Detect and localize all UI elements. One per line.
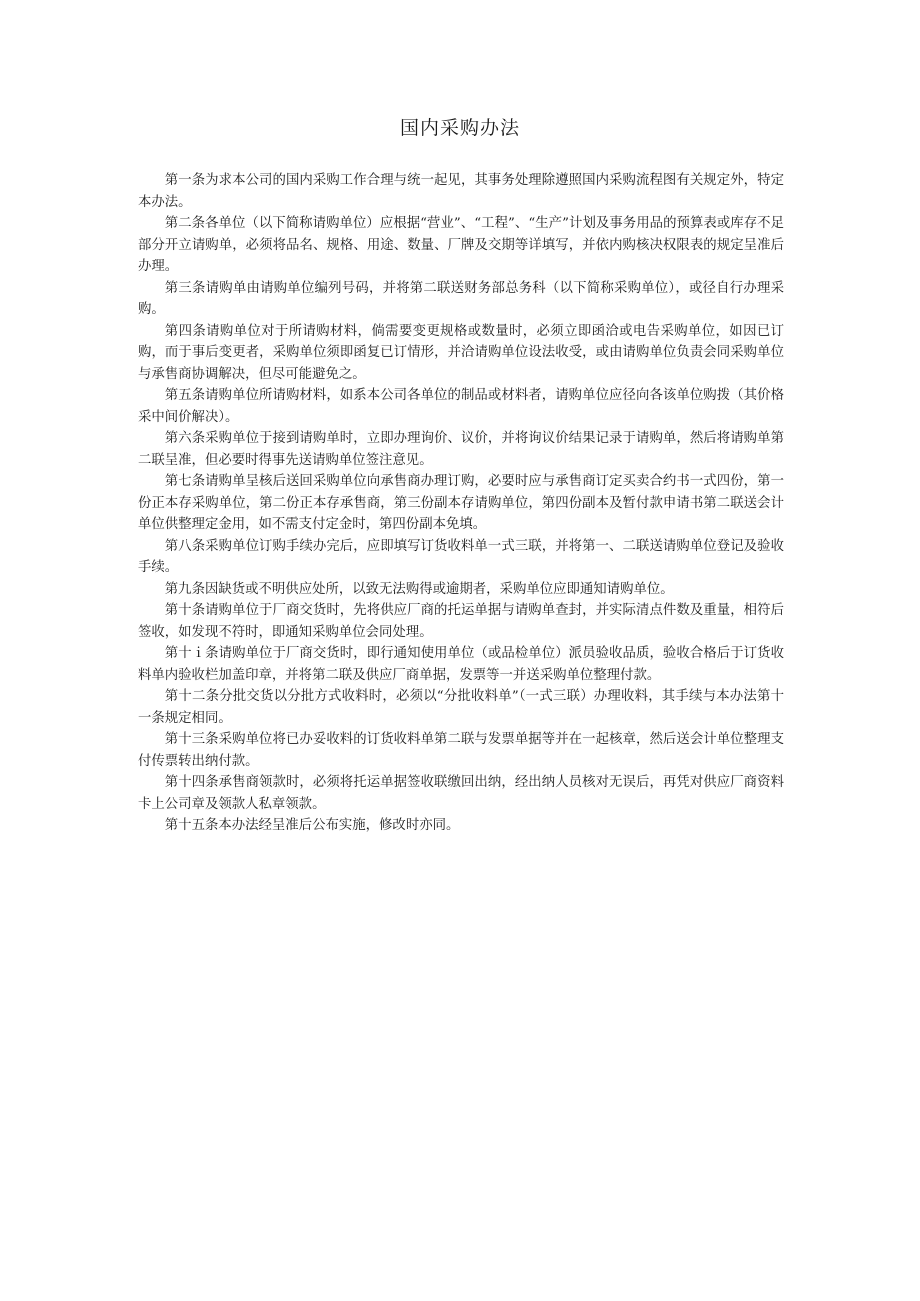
article-7: 第七条请购单呈核后送回采购单位向承售商办理订购，必要时应与承售商订定买卖合约书一式四份，第一份正本存采购单位，第二份正本存承售商，第三份副本存请购单位，第四份副本及暂付款申请书第二联送会计单位供整理定金用，如不需支付定金时，第四份副本免填。 xyxy=(138,474,784,532)
article-12: 第十二条分批交货以分批方式收料时，必须以“分批收料单”（一式三联）办理收料，其手续与本办法第十一条规定相同。 xyxy=(138,689,784,726)
article-1: 第一条为求本公司的国内采购工作合理与统一起见，其事务处理除遵照国内采购流程图有关规定外，特定本办法。 xyxy=(138,173,784,210)
article-5: 第五条请购单位所请购材料，如系本公司各单位的制品或材料者，请购单位应径向各该单位购拨（其价格采中间价解决）。 xyxy=(138,388,784,425)
article-11: 第十ｉ条请购单位于厂商交货时，即行通知使用单位（或品检单位）派员验收品质，验收合格后于订货收料单内验收栏加盖印章，并将第二联及供应厂商单据，发票等一并送采购单位整理付款。 xyxy=(138,646,784,683)
article-9: 第九条因缺货或不明供应处所，以致无法购得或逾期者，采购单位应即通知请购单位。 xyxy=(164,581,674,597)
article-6: 第六条采购单位于接到请购单时，立即办理询价、议价，并将询议价结果记录于请购单，然后将请购单第二联呈准，但必要时得事先送请购单位签注意见。 xyxy=(138,431,784,468)
article-8: 第八条采购单位订购手续办完后，应即填写订货收料单一式三联，并将第一、二联送请购单位登记及验收手续。 xyxy=(138,538,784,575)
article-14: 第十四条承售商领款时，必须将托运单据签收联缴回出纳，经出纳人员核对无误后，再凭对供应厂商资料卡上公司章及领款人私章领款。 xyxy=(138,775,784,812)
article-15: 第十五条本办法经呈准后公布实施，修改时亦同。 xyxy=(164,818,460,833)
article-4: 第四条请购单位对于所请购材料，倘需要变更规格或数量时，必须立即函洽或电告采购单位，如因已订购，而于事后变更者，采购单位须即函复已订情形，并洽请购单位设法收受，或由请购单位负责会同采购单位与承售商协调解决，但尽可能避免之。 xyxy=(138,323,784,382)
article-13: 第十三条采购单位将已办妥收料的订货收料单第二联与发票单据等并在一起核章，然后送会计单位整理支付传票转出纳付款。 xyxy=(138,732,784,769)
article-10: 第十条请购单位于厂商交货时，先将供应厂商的托运单据与请购单查封，并实际清点件数及重量，相符后签收，如发现不符时，即通知采购单位会同处理。 xyxy=(138,603,784,640)
article-2: 第二条各单位（以下简称请购单位）应根据“营业”、“工程”、“生产”计划及事务用品的预算表或库存不足部分开立请购单，必须将品名、规格、用途、数量、厂牌及交期等详填写，并依内购核决权限表的规定呈准后办理。 xyxy=(138,216,784,274)
document-title: 国内采购办法 xyxy=(399,117,520,139)
document-body xyxy=(138,170,784,837)
article-3: 第三条请购单由请购单位编列号码，并将第二联送财务部总务科（以下简称采购单位），或径自行办理采购。 xyxy=(138,280,784,317)
